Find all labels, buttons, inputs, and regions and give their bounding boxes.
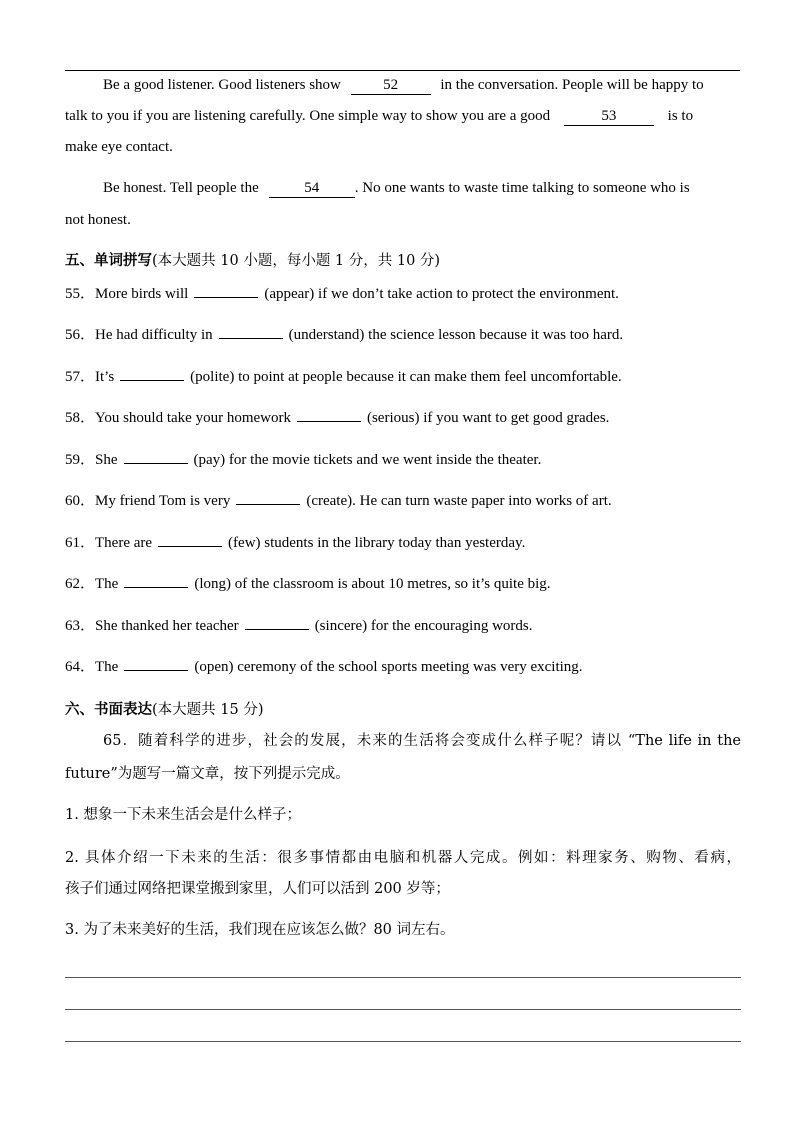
blank-53[interactable]: 53 [564, 108, 654, 126]
question-text: 56．He had difficulty in [65, 327, 213, 343]
question-text: future”为题写一篇文章，按下列提示完成。 [65, 766, 350, 782]
passage-line-4 [103, 178, 741, 198]
question-text: (create). He can turn waste paper into works of art. [306, 493, 612, 509]
question-65-line-2 [65, 764, 741, 784]
blank-52[interactable]: 52 [351, 77, 431, 95]
section6-heading [65, 700, 741, 720]
question-text: (serious) if you want to get good grades. [366, 410, 610, 426]
answer-blank-55[interactable] [194, 297, 258, 298]
question-text: (few) students in the library today than yesterday. [228, 535, 526, 551]
question-text: 58．You should take your homework [65, 410, 291, 426]
answer-blank-63[interactable] [245, 629, 309, 630]
answer-blank-60[interactable] [236, 504, 300, 505]
passage-text: not honest. [65, 212, 131, 228]
question-text: (appear) if we don’t take action to protect the environment. [264, 286, 619, 302]
hint-1 [65, 805, 741, 825]
passage-text: make eye contact. [65, 139, 173, 155]
answer-blank-57[interactable] [120, 380, 184, 381]
question-60 [65, 491, 741, 511]
question-text: (polite) to point at people because it can make them feel uncomfortable. [190, 369, 622, 385]
passage-line-1 [103, 75, 741, 95]
section5-heading [65, 251, 741, 271]
hint-text: 2. 具体介绍一下未来的生活：很多事情都由电脑和机器人完成。例如：料理家务、购物、看病， [65, 850, 741, 866]
question-58 [65, 408, 741, 428]
answer-blank-61[interactable] [158, 546, 222, 547]
writing-line-2[interactable] [65, 1009, 741, 1010]
passage-text: Be a good listener. Good listeners show [103, 77, 341, 93]
hint-3 [65, 920, 741, 940]
passage-text: Be honest. Tell people the [103, 180, 259, 196]
passage-text: is to [667, 108, 694, 124]
section5-title: 五、单词拼写 [65, 253, 152, 269]
section6-title: 六、书面表达 [65, 702, 152, 718]
question-64 [65, 657, 741, 677]
hint-2-line-2 [65, 879, 741, 899]
passage-text: talk to you if you are listening carefully. One simple way to show you are a good [65, 108, 551, 124]
question-text: (understand) the science lesson because it was too hard. [288, 327, 624, 343]
question-text: (pay) for the movie tickets and we went inside the theater. [193, 452, 542, 468]
question-text: 61．There are [65, 535, 153, 551]
question-text: (sincere) for the encouraging words. [314, 618, 533, 634]
blank-54[interactable]: 54 [269, 180, 355, 198]
answer-blank-59[interactable] [124, 463, 188, 464]
question-56 [65, 325, 741, 345]
question-text: 60．My friend Tom is very [65, 493, 231, 509]
question-text: 62．The [65, 576, 119, 592]
passage-line-3 [65, 137, 741, 157]
question-text: 55．More birds will [65, 286, 189, 302]
hint-text: 1. 想象一下未来生活会是什么样子； [65, 807, 301, 823]
question-text: (open) ceremony of the school sports meeting was very exciting. [194, 659, 583, 675]
question-text: 57．It’s [65, 369, 115, 385]
hint-text: 3. 为了未来美好的生活，我们现在应该怎么做？80 词左右。 [65, 922, 455, 938]
question-text: (long) of the classroom is about 10 metres, so it’s quite big. [194, 576, 551, 592]
writing-line-1[interactable] [65, 977, 741, 978]
answer-blank-56[interactable] [219, 338, 283, 339]
section5-note: (本大题共 10 小题，每小题 1 分，共 10 分) [152, 253, 441, 269]
question-59 [65, 450, 741, 470]
writing-line-3[interactable] [65, 1041, 741, 1042]
answer-blank-62[interactable] [124, 587, 188, 588]
question-55 [65, 284, 741, 304]
top-rule [65, 70, 740, 71]
passage-line-5 [65, 210, 741, 230]
question-62 [65, 574, 741, 594]
passage-text: . No one wants to waste time talking to someone who is [354, 180, 690, 196]
section6-note: (本大题共 15 分) [152, 702, 264, 718]
question-text: 65．随着科学的进步，社会的发展，未来的生活将会变成什么样子呢？请以 “The life in the [103, 733, 741, 749]
answer-blank-64[interactable] [124, 670, 188, 671]
question-61 [65, 533, 741, 553]
answer-blank-58[interactable] [297, 421, 361, 422]
question-text: 64．The [65, 659, 119, 675]
question-57 [65, 367, 741, 387]
hint-text: 孩子们通过网络把课堂搬到家里，人们可以活到 200 岁等； [65, 881, 450, 897]
passage-text: in the conversation. People will be happy to [440, 77, 704, 93]
passage-line-2 [65, 106, 741, 126]
hint-2-line-1 [65, 848, 741, 868]
question-text: 63．She thanked her teacher [65, 618, 239, 634]
question-65-line-1 [103, 731, 741, 751]
question-text: 59．She [65, 452, 118, 468]
question-63 [65, 616, 741, 636]
